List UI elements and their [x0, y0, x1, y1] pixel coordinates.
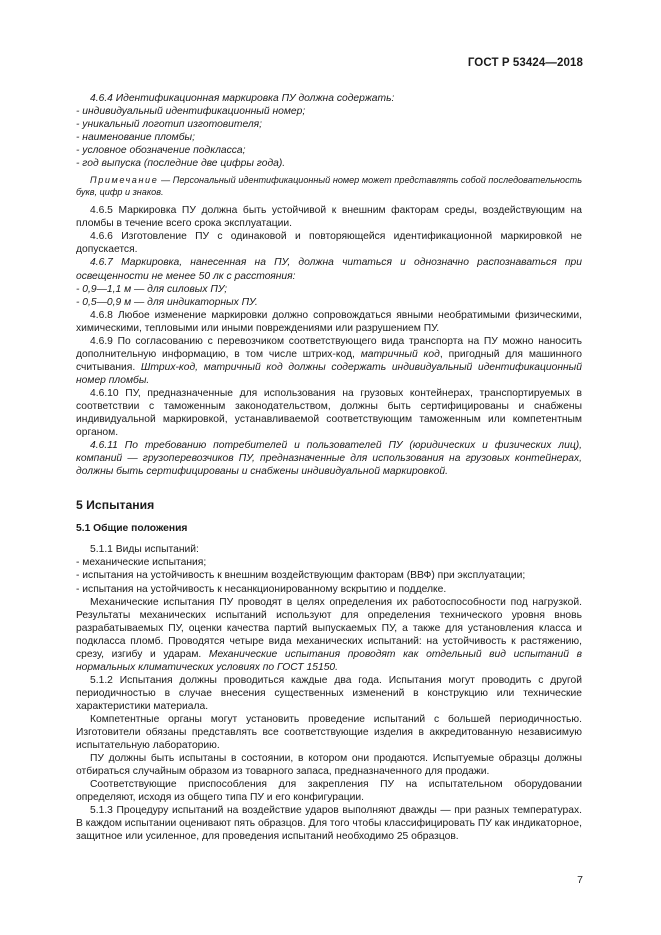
list-item: - испытания на устойчивость к несанкционированному вскрытию и подделке. [76, 583, 447, 595]
clause-4-6-4-title: 4.6.4 Идентификационная маркировка ПУ должна содержать: [90, 93, 395, 104]
list-item: - год выпуска (последние две цифры года). [76, 158, 286, 170]
list-item: - 0,9—1,1 м — для силовых ПУ; [76, 283, 228, 295]
mechanical-tests-paragraph [76, 596, 582, 674]
clause-5-1-2: 5.1.2 Испытания должны проводиться каждые два года. Испытания могут проводить с другой периодичностью в случае внесения существенных изменений в конструкцию или технические характеристики материала. [76, 674, 582, 712]
list-item: - индивидуальный идентификационный номер; [76, 106, 306, 118]
subsection-5-1-heading: 5.1 Общие положения [76, 523, 188, 535]
mechanical-tests-italic: Механические испытания проводят как отдельный вид испытаний в нормальных климатических условиях по ГОСТ 15150. [76, 648, 582, 673]
clause-4-6-9 [76, 335, 582, 387]
note-text: — Персональный идентификационный номер может представлять собой последовательность букв, цифр и знаков. [76, 175, 582, 198]
list-item: - 0,5—0,9 м — для индикаторных ПУ. [76, 296, 258, 308]
clause-4-6-9-part-c: , пригодный для машинного считывания. [76, 348, 583, 373]
list-item: - наименование пломбы; [76, 132, 195, 144]
clause-4-6-6: 4.6.6 Изготовление ПУ с одинаковой и повторяющейся идентификационной маркировкой не допускается. [76, 231, 582, 256]
page-content [76, 92, 582, 843]
clause-4-6-9-part-a: 4.6.9 По согласованию с перевозчиком соответствующего вида транспорта на ПУ можно наносить дополнительную информацию, в том числе штрих-код, [76, 335, 582, 360]
clause-4-6-7: 4.6.7 Маркировка, нанесенная на ПУ, должна читаться и однозначно распознаваться при освещенности не менее 50 лк с расстояния: [76, 257, 582, 282]
clause-4-6-5: 4.6.5 Маркировка ПУ должна быть устойчивой к внешним факторам среды, воздействующим на пломбы в течение всего срока эксплуатации. [76, 205, 582, 230]
note [76, 174, 582, 198]
list-item: - механические испытания; [76, 557, 207, 569]
fixtures-paragraph: Соответствующие приспособления для закрепления ПУ на испытательном оборудовании определяют, исходя из общего типа ПУ и его конфигурации. [76, 779, 582, 804]
page-number: 7 [577, 874, 583, 886]
mechanical-tests-text: Механические испытания ПУ проводят в целях определения их работоспособности под нагрузкой. Результаты механических испытаний используют для определения технического уровня вновь разрабатываемых ПУ, оценки качества партий выпускаемых ПУ, а также для установления класса и подкласса пломб. Проводятся четыре вида механических испытаний: на устойчивость к растяжению, срезу, изгибу и ударам. [76, 596, 582, 660]
clause-4-6-11: 4.6.11 По требованию потребителей и пользователей ПУ (юридических и физических лиц), компаний — грузоперевозчиков ПУ, предназначенные для использования на грузовых контейнерах, должны быть сертифицированы и снабжены индивидуальной маркировкой. [76, 440, 582, 478]
clause-4-6-8: 4.6.8 Любое изменение маркировки должно сопровождаться явными необратимыми физическими, химическими, тепловыми или иными повреждениями или разрушением ПУ. [76, 309, 582, 334]
document-number-header: ГОСТ Р 53424—2018 [467, 57, 583, 69]
clause-4-6-10: 4.6.10 ПУ, предназначенные для использования на грузовых контейнерах, транспортируемых в соответствии с таможенным законодательством, должны быть сертифицированы и снабжены индивидуальной маркировкой, устанавливаемой соответствующим таможенным или компетентным органом. [76, 387, 582, 439]
section-5-heading: 5 Испытания [76, 498, 155, 513]
list-item: - испытания на устойчивость к внешним воздействующим факторам (ВВФ) при эксплуатации; [76, 570, 526, 582]
test-state-paragraph: ПУ должны быть испытаны в состоянии, в котором они продаются. Испытуемые образцы должны отбираться случайным образом из товарного запаса, предназначенного для продажи. [76, 753, 582, 778]
clause-4-6-9-part-d: Штрих-код, матричный код должны содержать индивидуальный идентификационный номер пломбы. [76, 361, 582, 386]
clause-4-6-9-part-b: матричный код [360, 348, 440, 360]
clause-5-1-3: 5.1.3 Процедуру испытаний на воздействие ударов выполняют дважды — при разных температурах. В каждом испытании оценивают пять образцов. Для того чтобы классифицировать ПУ как индикаторное, защитное или усиленное, для проведения испытаний необходимо 25 образцов. [76, 805, 582, 843]
list-item: - уникальный логотип изготовителя; [76, 119, 263, 131]
competent-bodies-paragraph: Компетентные органы могут установить проведение испытаний с большей периодичностью. Изготовители обязаны представлять все соответствующие изделия в аккредитованную независимую испытательную лабораторию. [76, 713, 582, 752]
note-label: Примечание [90, 175, 159, 186]
list-item: - условное обозначение подкласса; [76, 145, 246, 157]
clause-5-1-1: 5.1.1 Виды испытаний: [90, 544, 199, 556]
